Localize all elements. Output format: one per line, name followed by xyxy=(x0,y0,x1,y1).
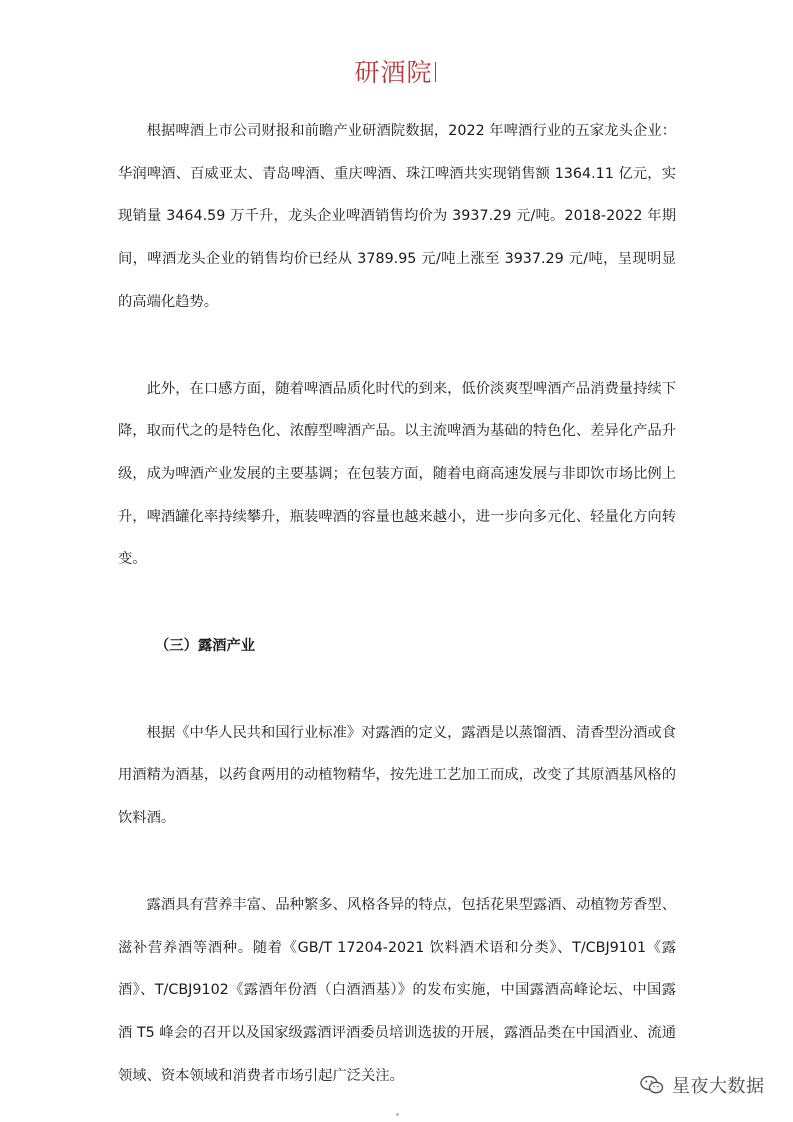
watermark-text: 星夜大数据 xyxy=(672,1076,765,1097)
watermark xyxy=(640,1072,765,1098)
section-heading: （三）露酒产业 xyxy=(155,638,256,655)
wechat-icon xyxy=(640,1075,664,1095)
logo-mark-icon xyxy=(435,62,439,82)
document-body xyxy=(118,110,676,1097)
logo-text: 研酒院 xyxy=(354,58,433,87)
page-marker xyxy=(396,1113,399,1116)
paragraph-lujiu-definition: 根据《中华人民共和国行业标准》对露酒的定义，露酒是以蒸馏酒、清香型汾酒或食用酒精为酒基，以药食两用的动植物精华，按先进工艺加工而成，改变了其原酒基风格的饮料酒。 xyxy=(118,724,676,827)
paragraph-lujiu-features: 露酒具有营养丰富、品种繁多、风格各异的特点，包括花果型露酒、动植物芳香型、滋补营养酒等酒种。随着《GB/T 17204-2021 饮料酒术语和分类》、T/CBJ9101《露酒》、T/CBJ9102《露酒年份酒（白酒酒基）》的发布实施，中国露酒高峰论坛、中国露酒 T5 峰会的召开以及国家级露酒评酒委员培训选拔的开展，露酒品类在中国酒业、流通领域、资本领域和消费者市场引起广泛关注。 xyxy=(118,896,676,1084)
paragraph-beer-trends: 此外，在口感方面，随着啤酒品质化时代的到来，低价淡爽型啤酒产品消费量持续下降，取而代之的是特色化、浓醇型啤酒产品。以主流啤酒为基础的特色化、差异化产品升级，成为啤酒产业发展的主要基调；在包装方面，随着电商高速发展与非即饮市场比例上升，啤酒罐化率持续攀升，瓶装啤酒的容量也越来越小，进一步向多元化、轻量化方向转变。 xyxy=(118,380,676,568)
logo xyxy=(354,56,438,90)
page-header xyxy=(0,56,793,90)
paragraph-beer-leaders: 根据啤酒上市公司财报和前瞻产业研酒院数据，2022 年啤酒行业的五家龙头企业：华润啤酒、百威亚太、青岛啤酒、重庆啤酒、珠江啤酒共实现销售额 1364.11 亿元，实现销量 3464.59 万千升，龙头企业啤酒销售均价为 3937.29 元/吨。2018-2022 年期间，啤酒龙头企业的销售均价已经从 3789.95 元/吨上涨至 3937.29 元/吨，呈现明显的高端化趋势。 xyxy=(118,123,676,310)
